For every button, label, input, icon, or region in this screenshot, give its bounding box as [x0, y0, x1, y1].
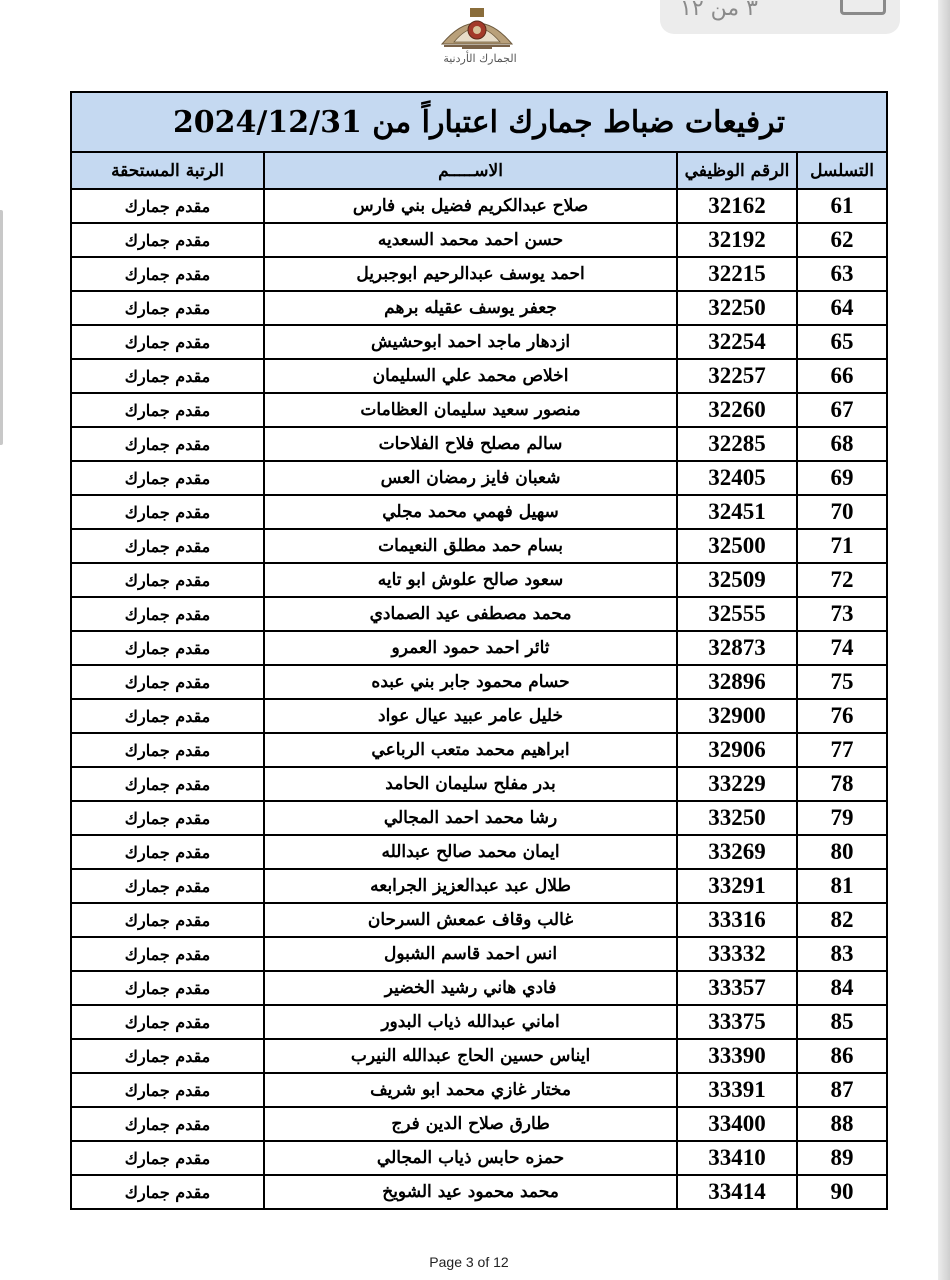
name-cell: صلاح عبدالكريم فضيل بني فارس [264, 189, 677, 223]
employee-id-cell: 32254 [677, 325, 797, 359]
name-cell: حسن احمد محمد السعديه [264, 223, 677, 257]
table-row [71, 325, 887, 359]
rank-cell: مقدم جمارك [71, 325, 264, 359]
table-row [71, 427, 887, 461]
rank-cell: مقدم جمارك [71, 359, 264, 393]
employee-id-cell: 33229 [677, 767, 797, 801]
serial-cell: 88 [797, 1107, 887, 1141]
serial-cell: 73 [797, 597, 887, 631]
rank-cell: مقدم جمارك [71, 563, 264, 597]
rank-cell: مقدم جمارك [71, 733, 264, 767]
table-row [71, 1107, 887, 1141]
rank-cell: مقدم جمارك [71, 631, 264, 665]
serial-cell: 77 [797, 733, 887, 767]
rank-cell: مقدم جمارك [71, 529, 264, 563]
rank-cell: مقدم جمارك [71, 1141, 264, 1175]
page-icon [840, 0, 886, 15]
rank-cell: مقدم جمارك [71, 801, 264, 835]
serial-cell: 68 [797, 427, 887, 461]
name-cell: خليل عامر عبيد عيال عواد [264, 699, 677, 733]
page-indicator-text: ٣ من ١٢ [680, 0, 758, 21]
serial-cell: 61 [797, 189, 887, 223]
serial-cell: 75 [797, 665, 887, 699]
employee-id-cell: 33414 [677, 1175, 797, 1209]
employee-id-cell: 32250 [677, 291, 797, 325]
employee-id-cell: 33390 [677, 1039, 797, 1073]
table-row [71, 1039, 887, 1073]
name-cell: ازدهار ماجد احمد ابوحشيش [264, 325, 677, 359]
employee-id-cell: 32215 [677, 257, 797, 291]
name-cell: منصور سعيد سليمان العظامات [264, 393, 677, 427]
serial-cell: 80 [797, 835, 887, 869]
table-row [71, 699, 887, 733]
employee-id-cell: 32285 [677, 427, 797, 461]
table-row [71, 631, 887, 665]
rank-cell: مقدم جمارك [71, 665, 264, 699]
table-row [71, 495, 887, 529]
employee-id-cell: 32509 [677, 563, 797, 597]
rank-cell: مقدم جمارك [71, 291, 264, 325]
name-cell: سعود صالح علوش ابو تايه [264, 563, 677, 597]
name-cell: حسام محمود جابر بني عبده [264, 665, 677, 699]
table-row [71, 733, 887, 767]
serial-cell: 87 [797, 1073, 887, 1107]
name-cell: سهيل فهمي محمد مجلي [264, 495, 677, 529]
table-row [71, 223, 887, 257]
serial-cell: 69 [797, 461, 887, 495]
serial-cell: 67 [797, 393, 887, 427]
rank-cell: مقدم جمارك [71, 835, 264, 869]
name-cell: ايناس حسين الحاج عبدالله النيرب [264, 1039, 677, 1073]
column-header-employee-id: الرقم الوظيفي [677, 152, 797, 189]
table-row [71, 597, 887, 631]
table-row [71, 937, 887, 971]
serial-cell: 76 [797, 699, 887, 733]
name-cell: رشا محمد احمد المجالي [264, 801, 677, 835]
rank-cell: مقدم جمارك [71, 1175, 264, 1209]
serial-cell: 83 [797, 937, 887, 971]
rank-cell: مقدم جمارك [71, 1073, 264, 1107]
employee-id-cell: 32162 [677, 189, 797, 223]
employee-id-cell: 33269 [677, 835, 797, 869]
rank-cell: مقدم جمارك [71, 495, 264, 529]
column-header-serial: التسلسل [797, 152, 887, 189]
table-title: ترفيعات ضباط جمارك اعتباراً من 2024/12/31 [71, 92, 887, 152]
rank-cell: مقدم جمارك [71, 223, 264, 257]
employee-id-cell: 33291 [677, 869, 797, 903]
serial-cell: 74 [797, 631, 887, 665]
table-row [71, 461, 887, 495]
promotions-table [70, 91, 888, 1210]
employee-id-cell: 32906 [677, 733, 797, 767]
employee-id-cell: 32500 [677, 529, 797, 563]
column-header-rank: الرتبة المستحقة [71, 152, 264, 189]
table-row [71, 835, 887, 869]
rank-cell: مقدم جمارك [71, 1039, 264, 1073]
table-row [71, 257, 887, 291]
table-row [71, 189, 887, 223]
name-cell: مختار غازي محمد ابو شريف [264, 1073, 677, 1107]
name-cell: بدر مفلح سليمان الحامد [264, 767, 677, 801]
employee-id-cell: 33410 [677, 1141, 797, 1175]
serial-cell: 62 [797, 223, 887, 257]
name-cell: انس احمد قاسم الشبول [264, 937, 677, 971]
name-cell: طارق صلاح الدين فرج [264, 1107, 677, 1141]
column-header-name: الاســـــم [264, 152, 677, 189]
serial-cell: 79 [797, 801, 887, 835]
rank-cell: مقدم جمارك [71, 699, 264, 733]
employee-id-cell: 33375 [677, 1005, 797, 1039]
serial-cell: 85 [797, 1005, 887, 1039]
name-cell: ابراهيم محمد متعب الرباعي [264, 733, 677, 767]
rank-cell: مقدم جمارك [71, 869, 264, 903]
serial-cell: 66 [797, 359, 887, 393]
page-edge-shadow [938, 0, 950, 1280]
table-row [71, 869, 887, 903]
serial-cell: 72 [797, 563, 887, 597]
serial-cell: 70 [797, 495, 887, 529]
table-row [71, 529, 887, 563]
name-cell: محمد مصطفى عيد الصمادي [264, 597, 677, 631]
serial-cell: 65 [797, 325, 887, 359]
page-number-footer: Page 3 of 12 [429, 1254, 509, 1270]
serial-cell: 82 [797, 903, 887, 937]
serial-cell: 86 [797, 1039, 887, 1073]
employee-id-cell: 32260 [677, 393, 797, 427]
rank-cell: مقدم جمارك [71, 189, 264, 223]
page-indicator-badge[interactable] [660, 0, 900, 34]
employee-id-cell: 33357 [677, 971, 797, 1005]
serial-cell: 63 [797, 257, 887, 291]
rank-cell: مقدم جمارك [71, 427, 264, 461]
name-cell: ايمان محمد صالح عبدالله [264, 835, 677, 869]
name-cell: طلال عبد عبدالعزيز الجرابعه [264, 869, 677, 903]
name-cell: شعبان فايز رمضان العس [264, 461, 677, 495]
name-cell: اخلاص محمد علي السليمان [264, 359, 677, 393]
name-cell: غالب وقاف عمعش السرحان [264, 903, 677, 937]
emblem-caption: الجمارك الأردنية [443, 52, 517, 65]
employee-id-cell: 33250 [677, 801, 797, 835]
name-cell: سالم مصلح فلاح الفلاحات [264, 427, 677, 461]
name-cell: ثائر احمد حمود العمرو [264, 631, 677, 665]
table-row [71, 359, 887, 393]
rank-cell: مقدم جمارك [71, 937, 264, 971]
rank-cell: مقدم جمارك [71, 767, 264, 801]
rank-cell: مقدم جمارك [71, 257, 264, 291]
serial-cell: 71 [797, 529, 887, 563]
employee-id-cell: 33316 [677, 903, 797, 937]
employee-id-cell: 33400 [677, 1107, 797, 1141]
table-row [71, 971, 887, 1005]
serial-cell: 81 [797, 869, 887, 903]
table-row [71, 1141, 887, 1175]
table-row [71, 801, 887, 835]
name-cell: جعفر يوسف عقيله برهم [264, 291, 677, 325]
serial-cell: 78 [797, 767, 887, 801]
employee-id-cell: 33391 [677, 1073, 797, 1107]
serial-cell: 90 [797, 1175, 887, 1209]
employee-id-cell: 32896 [677, 665, 797, 699]
employee-id-cell: 32451 [677, 495, 797, 529]
rank-cell: مقدم جمارك [71, 393, 264, 427]
rank-cell: مقدم جمارك [71, 597, 264, 631]
employee-id-cell: 32192 [677, 223, 797, 257]
employee-id-cell: 32555 [677, 597, 797, 631]
employee-id-cell: 33332 [677, 937, 797, 971]
serial-cell: 64 [797, 291, 887, 325]
name-cell: اماني عبدالله ذياب البدور [264, 1005, 677, 1039]
name-cell: فادي هاني رشيد الخضير [264, 971, 677, 1005]
serial-cell: 89 [797, 1141, 887, 1175]
employee-id-cell: 32873 [677, 631, 797, 665]
rank-cell: مقدم جمارك [71, 1107, 264, 1141]
name-cell: بسام حمد مطلق النعيمات [264, 529, 677, 563]
table-row [71, 563, 887, 597]
employee-id-cell: 32257 [677, 359, 797, 393]
serial-cell: 84 [797, 971, 887, 1005]
employee-id-cell: 32405 [677, 461, 797, 495]
table-row [71, 1005, 887, 1039]
rank-cell: مقدم جمارك [71, 903, 264, 937]
viewer-side-handle[interactable] [0, 210, 3, 445]
rank-cell: مقدم جمارك [71, 971, 264, 1005]
table-row [71, 903, 887, 937]
table-row [71, 767, 887, 801]
employee-id-cell: 32900 [677, 699, 797, 733]
table-row [71, 665, 887, 699]
rank-cell: مقدم جمارك [71, 1005, 264, 1039]
name-cell: محمد محمود عيد الشويخ [264, 1175, 677, 1209]
table-row [71, 1175, 887, 1209]
name-cell: حمزه حابس ذياب المجالي [264, 1141, 677, 1175]
rank-cell: مقدم جمارك [71, 461, 264, 495]
name-cell: احمد يوسف عبدالرحيم ابوجبريل [264, 257, 677, 291]
table-row [71, 1073, 887, 1107]
table-row [71, 393, 887, 427]
table-row [71, 291, 887, 325]
